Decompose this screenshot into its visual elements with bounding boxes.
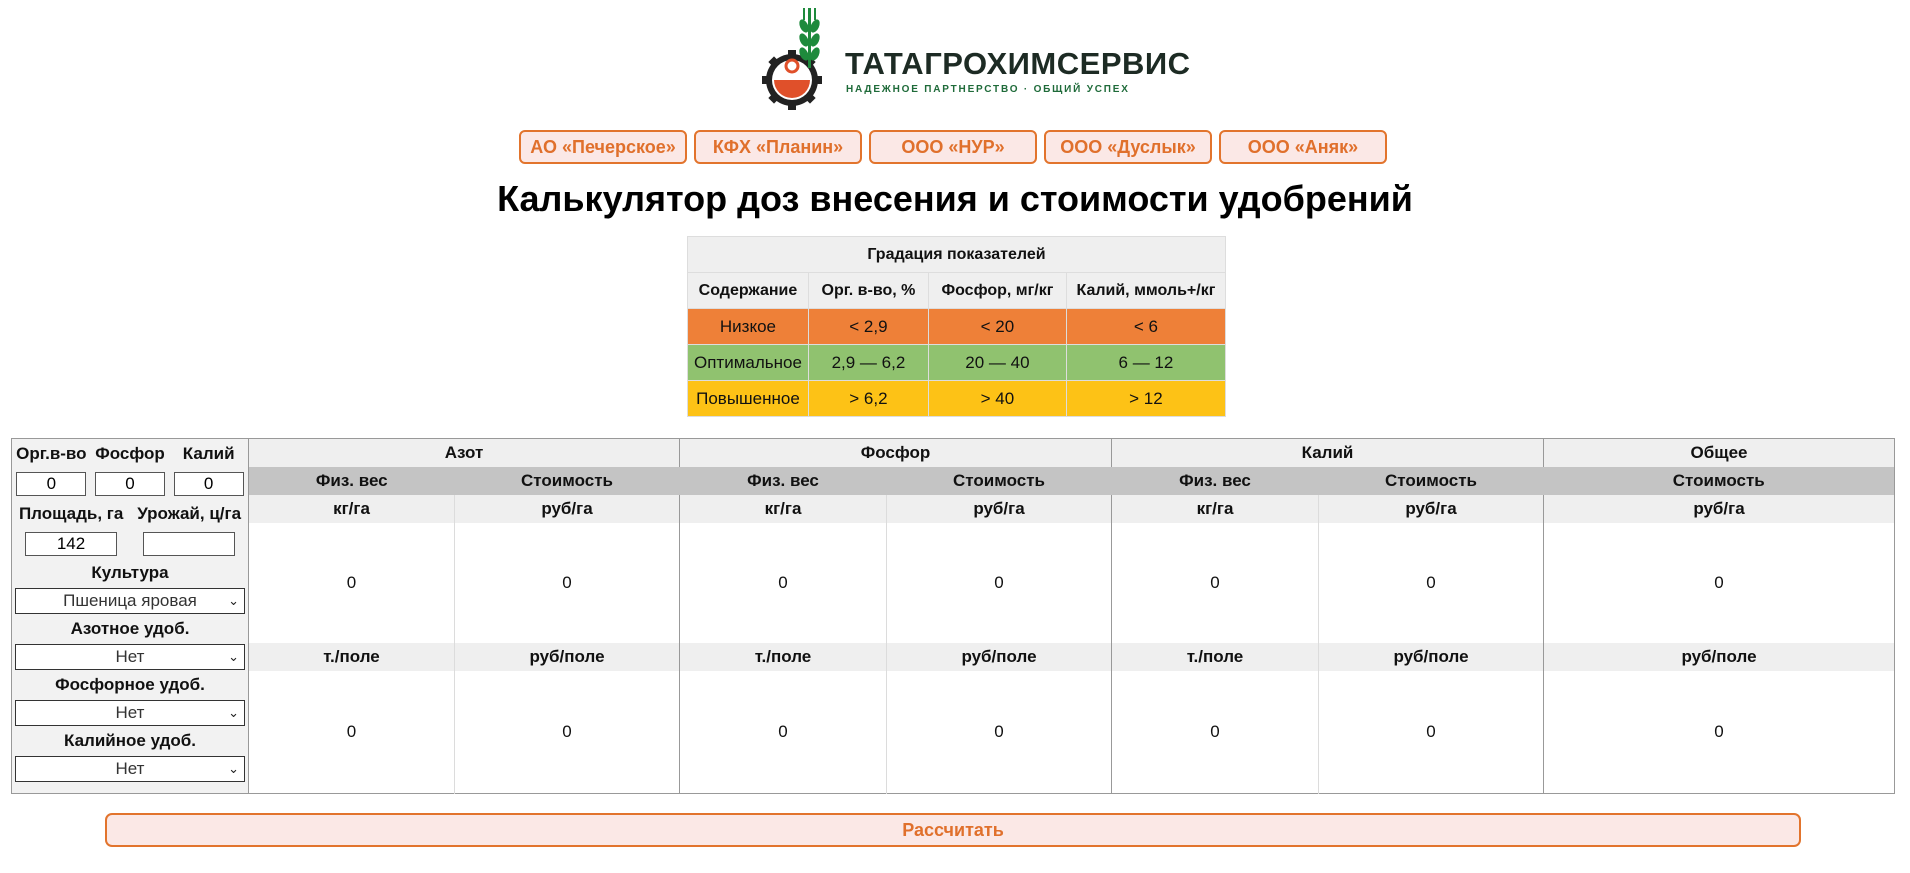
- unit-t-field: т./поле: [249, 643, 455, 671]
- input-panel: [12, 439, 249, 794]
- gradation-cell: < 2,9: [808, 309, 928, 345]
- k-weight-per-field: 0: [1112, 671, 1319, 794]
- logo-name: ТАТАГРОХИМСЕРВИС: [845, 46, 1191, 81]
- nitrogen-fert-value: Нет: [115, 647, 145, 666]
- nitrogen-fert-label: Азотное удоб.: [70, 619, 190, 638]
- gradation-cell: < 20: [928, 309, 1066, 345]
- phosphorus-label: Фосфор: [95, 444, 165, 463]
- gradation-cell: Повышенное: [688, 381, 809, 417]
- subheader-weight: Физ. вес: [1112, 467, 1319, 495]
- potassium-fert-label: Калийное удоб.: [64, 731, 196, 750]
- crop-select[interactable]: [15, 588, 245, 614]
- gradation-row-low: [688, 309, 1226, 345]
- org-label: Орг.в-во: [16, 444, 87, 463]
- potassium-fert-select[interactable]: [15, 756, 245, 782]
- p-weight-per-field: 0: [680, 671, 887, 794]
- k-cost-per-ha: 0: [1319, 523, 1544, 643]
- gradation-row-high: [688, 381, 1226, 417]
- nitrogen-fert-select[interactable]: [15, 644, 245, 670]
- page-title: Калькулятор доз внесения и стоимости удобрений: [497, 178, 1413, 219]
- n-cost-per-field: 0: [455, 671, 680, 794]
- gradation-cell: 20 — 40: [928, 345, 1066, 381]
- company-button-nur[interactable]: ООО «НУР»: [869, 130, 1037, 164]
- unit-kg-ha: кг/га: [249, 495, 455, 523]
- company-button-pecherskoe[interactable]: АО «Печерское»: [519, 130, 687, 164]
- subheader-cost: Стоимость: [887, 467, 1112, 495]
- gradation-table: [687, 236, 1226, 417]
- p-cost-per-field: 0: [887, 671, 1112, 794]
- p-weight-per-ha: 0: [680, 523, 887, 643]
- calculator-table: [11, 438, 1895, 794]
- org-input[interactable]: [16, 472, 86, 496]
- group-header-nitrogen: Азот: [249, 439, 680, 468]
- unit-rub-field: руб/поле: [455, 643, 680, 671]
- subheader-weight: Физ. вес: [249, 467, 455, 495]
- unit-kg-ha: кг/га: [680, 495, 887, 523]
- k-weight-per-ha: 0: [1112, 523, 1319, 643]
- phosphorus-fert-select[interactable]: [15, 700, 245, 726]
- subheader-cost: Стоимость: [1319, 467, 1544, 495]
- gradation-row-optimal: [688, 345, 1226, 381]
- gradation-header: Содержание: [688, 273, 809, 309]
- gradation-caption: Градация показателей: [688, 237, 1226, 273]
- chevron-down-icon: ⌄: [228, 705, 239, 720]
- group-header-potassium: Калий: [1112, 439, 1544, 468]
- crop-label: Культура: [91, 563, 169, 582]
- crop-select-value: Пшеница яровая: [63, 591, 197, 610]
- gradation-cell: Оптимальное: [688, 345, 809, 381]
- gradation-cell: < 6: [1066, 309, 1225, 345]
- company-button-duslyk[interactable]: ООО «Дуслык»: [1044, 130, 1212, 164]
- potassium-label: Калий: [182, 444, 235, 463]
- unit-kg-ha: кг/га: [1112, 495, 1319, 523]
- gradation-header: Калий, ммоль+/кг: [1066, 273, 1225, 309]
- subheader-cost: Стоимость: [455, 467, 680, 495]
- logo-emblem-icon: [760, 6, 840, 112]
- chevron-down-icon: ⌄: [228, 593, 239, 608]
- gradation-header: Фосфор, мг/кг: [928, 273, 1066, 309]
- logo-tagline: НАДЕЖНОЕ ПАРТНЕРСТВО · ОБЩИЙ УСПЕХ: [846, 84, 1130, 95]
- total-cost-per-ha: 0: [1544, 523, 1895, 643]
- company-button-planin[interactable]: КФХ «Планин»: [694, 130, 862, 164]
- potassium-input[interactable]: [174, 472, 244, 496]
- group-header-total: Общее: [1544, 439, 1895, 468]
- chevron-down-icon: ⌄: [228, 761, 239, 776]
- unit-rub-ha: руб/га: [887, 495, 1112, 523]
- gradation-cell: > 12: [1066, 381, 1225, 417]
- gradation-cell: > 6,2: [808, 381, 928, 417]
- company-button-anyak[interactable]: ООО «Аняк»: [1219, 130, 1387, 164]
- phosphorus-fert-value: Нет: [115, 703, 145, 722]
- n-weight-per-ha: 0: [249, 523, 455, 643]
- phosphorus-input[interactable]: [95, 472, 165, 496]
- p-cost-per-ha: 0: [887, 523, 1112, 643]
- chevron-down-icon: ⌄: [228, 649, 239, 664]
- unit-rub-field: руб/поле: [1319, 643, 1544, 671]
- gradation-cell: 2,9 — 6,2: [808, 345, 928, 381]
- unit-t-field: т./поле: [680, 643, 887, 671]
- unit-t-field: т./поле: [1112, 643, 1319, 671]
- yield-input[interactable]: [143, 532, 235, 556]
- calculate-button[interactable]: Рассчитать: [105, 813, 1801, 847]
- k-cost-per-field: 0: [1319, 671, 1544, 794]
- gradation-cell: Низкое: [688, 309, 809, 345]
- unit-rub-field: руб/поле: [1544, 643, 1895, 671]
- subheader-cost: Стоимость: [1544, 467, 1895, 495]
- n-weight-per-field: 0: [249, 671, 455, 794]
- company-logo: [760, 6, 1191, 112]
- unit-rub-ha: руб/га: [455, 495, 680, 523]
- unit-rub-ha: руб/га: [1544, 495, 1895, 523]
- unit-rub-field: руб/поле: [887, 643, 1112, 671]
- unit-rub-ha: руб/га: [1319, 495, 1544, 523]
- gradation-header: Орг. в-во, %: [808, 273, 928, 309]
- potassium-fert-value: Нет: [115, 759, 145, 778]
- phosphorus-fert-label: Фосфорное удоб.: [55, 675, 205, 694]
- n-cost-per-ha: 0: [455, 523, 680, 643]
- total-cost-per-field: 0: [1544, 671, 1895, 794]
- gradation-cell: 6 — 12: [1066, 345, 1225, 381]
- gradation-cell: > 40: [928, 381, 1066, 417]
- company-nav: [519, 130, 1387, 164]
- area-input[interactable]: [25, 532, 117, 556]
- group-header-phosphorus: Фосфор: [680, 439, 1112, 468]
- subheader-weight: Физ. вес: [680, 467, 887, 495]
- area-label: Площадь, га: [18, 504, 124, 523]
- yield-label: Урожай, ц/га: [137, 504, 242, 523]
